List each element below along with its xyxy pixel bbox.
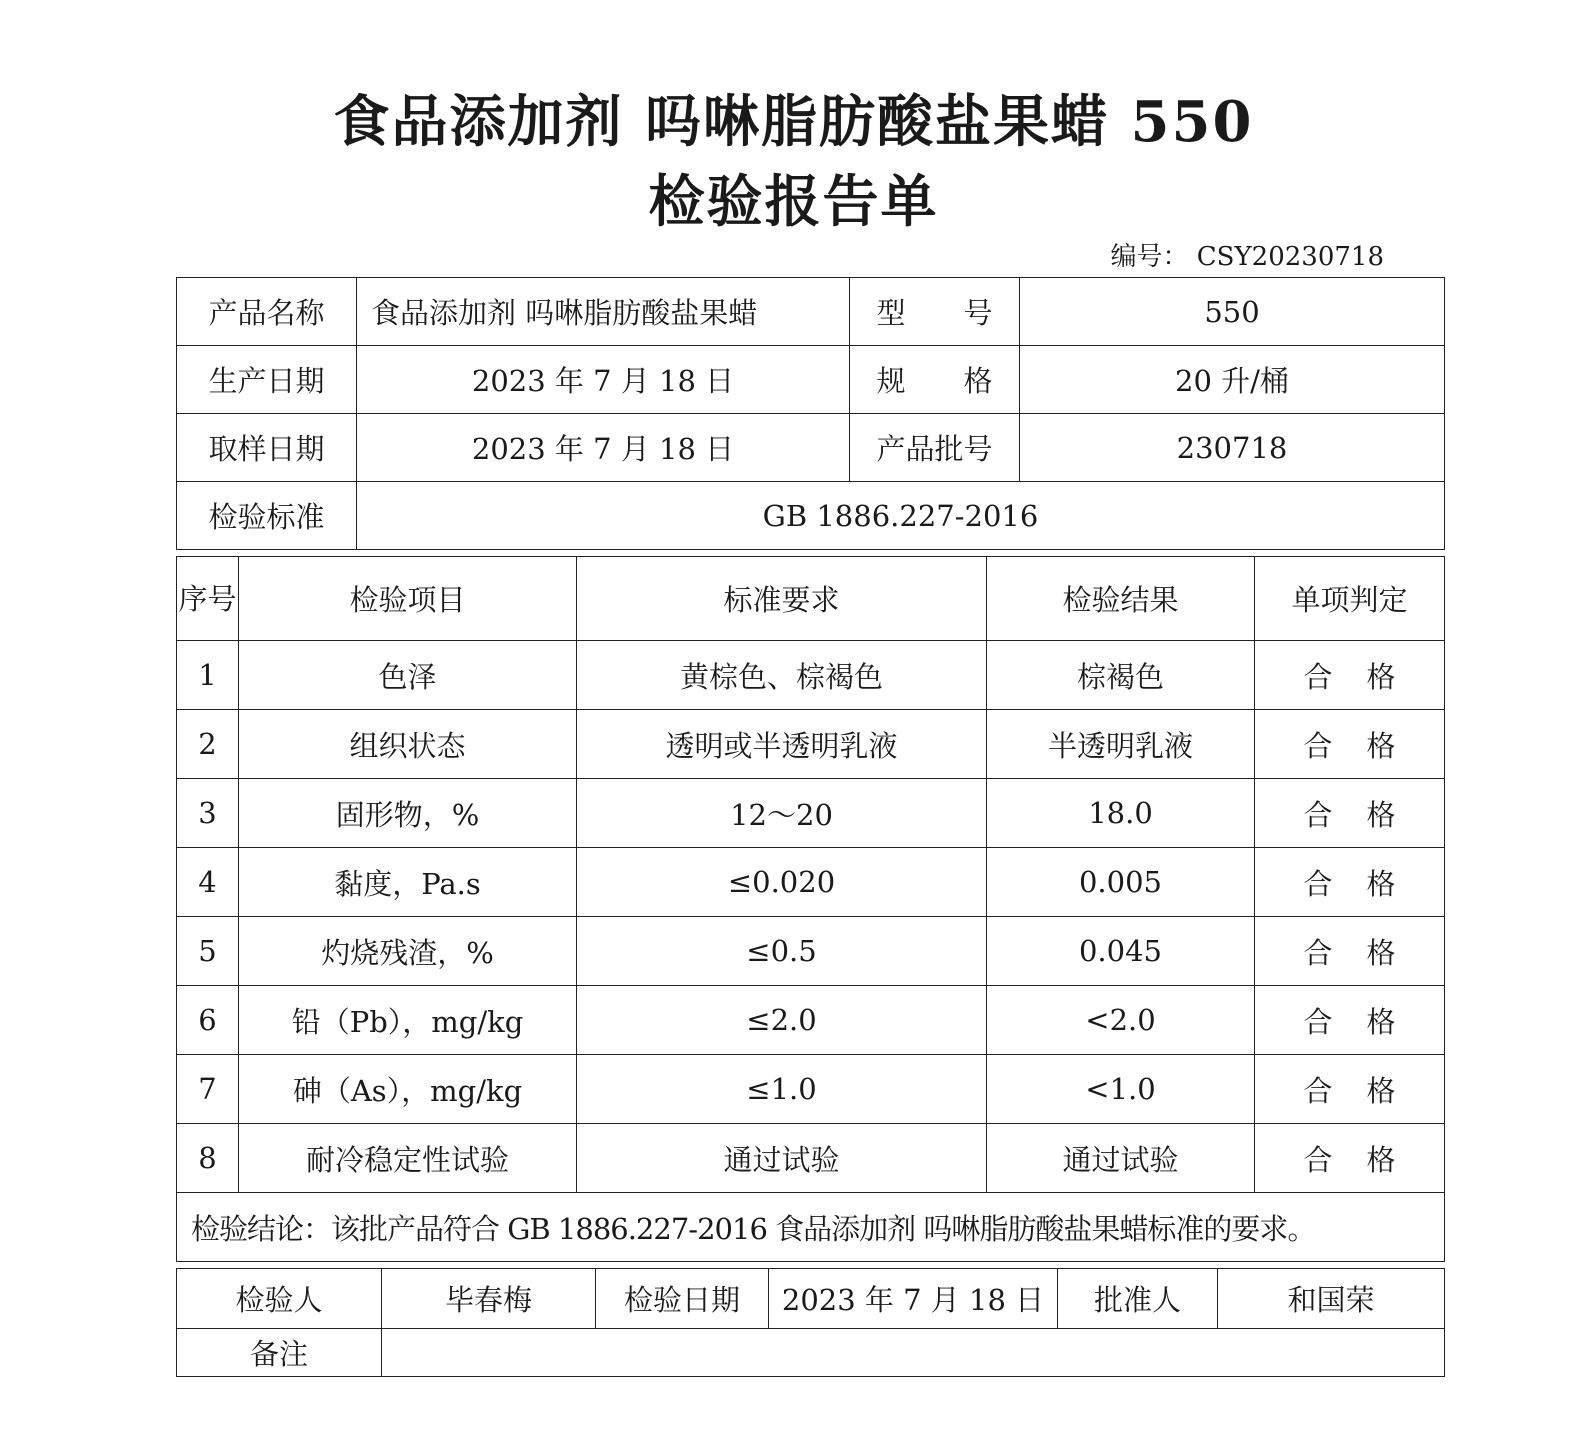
inspection-conclusion: 检验结论：该批产品符合 GB 1886.227-2016 食品添加剂 吗啉脂肪酸盐果蜡标准的要求。	[177, 1193, 1445, 1262]
row-judgement	[1255, 1124, 1445, 1193]
judgement-char-a: 合	[1303, 935, 1333, 970]
judgement-char-b: 格	[1366, 1142, 1396, 1177]
info-row-product-name	[177, 278, 1445, 346]
product-name-label: 产品名称	[177, 278, 357, 346]
model-label	[850, 278, 1020, 346]
row-item: 铅（Pb），mg/kg	[239, 986, 577, 1055]
row-judgement	[1255, 779, 1445, 848]
standard-label: 检验标准	[177, 482, 357, 550]
row-requirement: 透明或半透明乳液	[577, 710, 987, 779]
row-seq: 3	[177, 779, 239, 848]
judgement-char-a: 合	[1303, 659, 1333, 694]
table-row	[177, 848, 1445, 917]
document-number-value: CSY20230718	[1196, 242, 1384, 272]
remarks-row	[177, 1329, 1445, 1377]
judgement-char-a: 合	[1303, 1142, 1333, 1177]
batch-value: 230718	[1020, 414, 1445, 482]
report-title-line1: 食品添加剂 吗啉脂肪酸盐果蜡 550	[333, 89, 1254, 155]
batch-label: 产品批号	[850, 414, 1020, 482]
table-row	[177, 779, 1445, 848]
row-requirement: ≤1.0	[577, 1055, 987, 1124]
judgement-char-a: 合	[1303, 1004, 1333, 1039]
inspection-results-table	[176, 556, 1445, 1262]
row-judgement	[1255, 1055, 1445, 1124]
row-judgement	[1255, 641, 1445, 710]
judgement-char-b: 格	[1366, 1004, 1396, 1039]
judgement-char-a: 合	[1303, 797, 1333, 832]
header-requirement: 标准要求	[577, 557, 987, 641]
row-result: 0.045	[987, 917, 1255, 986]
judgement-char-a: 合	[1303, 1073, 1333, 1108]
judgement-char-a: 合	[1303, 728, 1333, 763]
judgement-char-b: 格	[1366, 1073, 1396, 1108]
model-label-a: 型	[876, 296, 906, 330]
product-info-table	[176, 277, 1445, 550]
row-result: 棕褐色	[987, 641, 1255, 710]
inspection-date-value: 2023 年 7 月 18 日	[769, 1269, 1058, 1329]
table-row	[177, 986, 1445, 1055]
signoff-table	[176, 1268, 1445, 1377]
judgement-char-b: 格	[1366, 935, 1396, 970]
row-requirement: 通过试验	[577, 1124, 987, 1193]
info-row-production-date	[177, 346, 1445, 414]
info-row-sampling-date	[177, 414, 1445, 482]
row-seq: 1	[177, 641, 239, 710]
table-row	[177, 1055, 1445, 1124]
remarks-value	[382, 1329, 1445, 1377]
row-judgement	[1255, 848, 1445, 917]
standard-value: GB 1886.227-2016	[357, 482, 1445, 550]
inspection-date-label: 检验日期	[596, 1269, 769, 1329]
report-title-line2: 检验报告单	[648, 169, 939, 235]
table-row	[177, 641, 1445, 710]
table-row	[177, 917, 1445, 986]
production-date-label: 生产日期	[177, 346, 357, 414]
header-item: 检验项目	[239, 557, 577, 641]
judgement-char-a: 合	[1303, 866, 1333, 901]
row-result: <1.0	[987, 1055, 1255, 1124]
model-label-b: 号	[963, 296, 993, 330]
row-item: 组织状态	[239, 710, 577, 779]
row-item: 灼烧残渣，%	[239, 917, 577, 986]
row-requirement: 黄棕色、棕褐色	[577, 641, 987, 710]
row-requirement: 12～20	[577, 779, 987, 848]
judgement-char-b: 格	[1366, 659, 1396, 694]
results-header-row	[177, 557, 1445, 641]
spec-label	[850, 346, 1020, 414]
row-requirement: ≤0.5	[577, 917, 987, 986]
approver-label: 批准人	[1058, 1269, 1218, 1329]
judgement-char-b: 格	[1366, 728, 1396, 763]
spec-value: 20 升/桶	[1020, 346, 1445, 414]
row-item: 砷（As），mg/kg	[239, 1055, 577, 1124]
row-item: 固形物，%	[239, 779, 577, 848]
table-row	[177, 710, 1445, 779]
row-result: 半透明乳液	[987, 710, 1255, 779]
row-seq: 5	[177, 917, 239, 986]
info-row-standard	[177, 482, 1445, 550]
conclusion-row	[177, 1193, 1445, 1262]
row-result: 0.005	[987, 848, 1255, 917]
sampling-date-label: 取样日期	[177, 414, 357, 482]
signoff-row	[177, 1269, 1445, 1329]
row-result: 通过试验	[987, 1124, 1255, 1193]
judgement-char-b: 格	[1366, 866, 1396, 901]
row-seq: 2	[177, 710, 239, 779]
model-value: 550	[1020, 278, 1445, 346]
header-seq: 序号	[177, 557, 239, 641]
row-judgement	[1255, 710, 1445, 779]
spec-label-a: 规	[876, 364, 906, 398]
row-item: 耐冷稳定性试验	[239, 1124, 577, 1193]
row-requirement: ≤0.020	[577, 848, 987, 917]
row-item: 色泽	[239, 641, 577, 710]
row-seq: 4	[177, 848, 239, 917]
product-name-value: 食品添加剂 吗啉脂肪酸盐果蜡	[357, 278, 850, 346]
production-date-value: 2023 年 7 月 18 日	[357, 346, 850, 414]
sampling-date-value: 2023 年 7 月 18 日	[357, 414, 850, 482]
row-result: <2.0	[987, 986, 1255, 1055]
header-judgement: 单项判定	[1255, 557, 1445, 641]
row-item: 黏度，Pa.s	[239, 848, 577, 917]
row-judgement	[1255, 986, 1445, 1055]
row-requirement: ≤2.0	[577, 986, 987, 1055]
row-seq: 6	[177, 986, 239, 1055]
table-row	[177, 1124, 1445, 1193]
document-number	[1111, 236, 1385, 273]
row-seq: 7	[177, 1055, 239, 1124]
approver-name: 和国荣	[1218, 1269, 1445, 1329]
row-result: 18.0	[987, 779, 1255, 848]
header-result: 检验结果	[987, 557, 1255, 641]
row-seq: 8	[177, 1124, 239, 1193]
row-judgement	[1255, 917, 1445, 986]
document-number-label: 编号：	[1110, 242, 1189, 272]
judgement-char-b: 格	[1366, 797, 1396, 832]
inspector-label: 检验人	[177, 1269, 382, 1329]
inspector-name: 毕春梅	[382, 1269, 596, 1329]
remarks-label: 备注	[177, 1329, 382, 1377]
spec-label-b: 格	[963, 364, 993, 398]
